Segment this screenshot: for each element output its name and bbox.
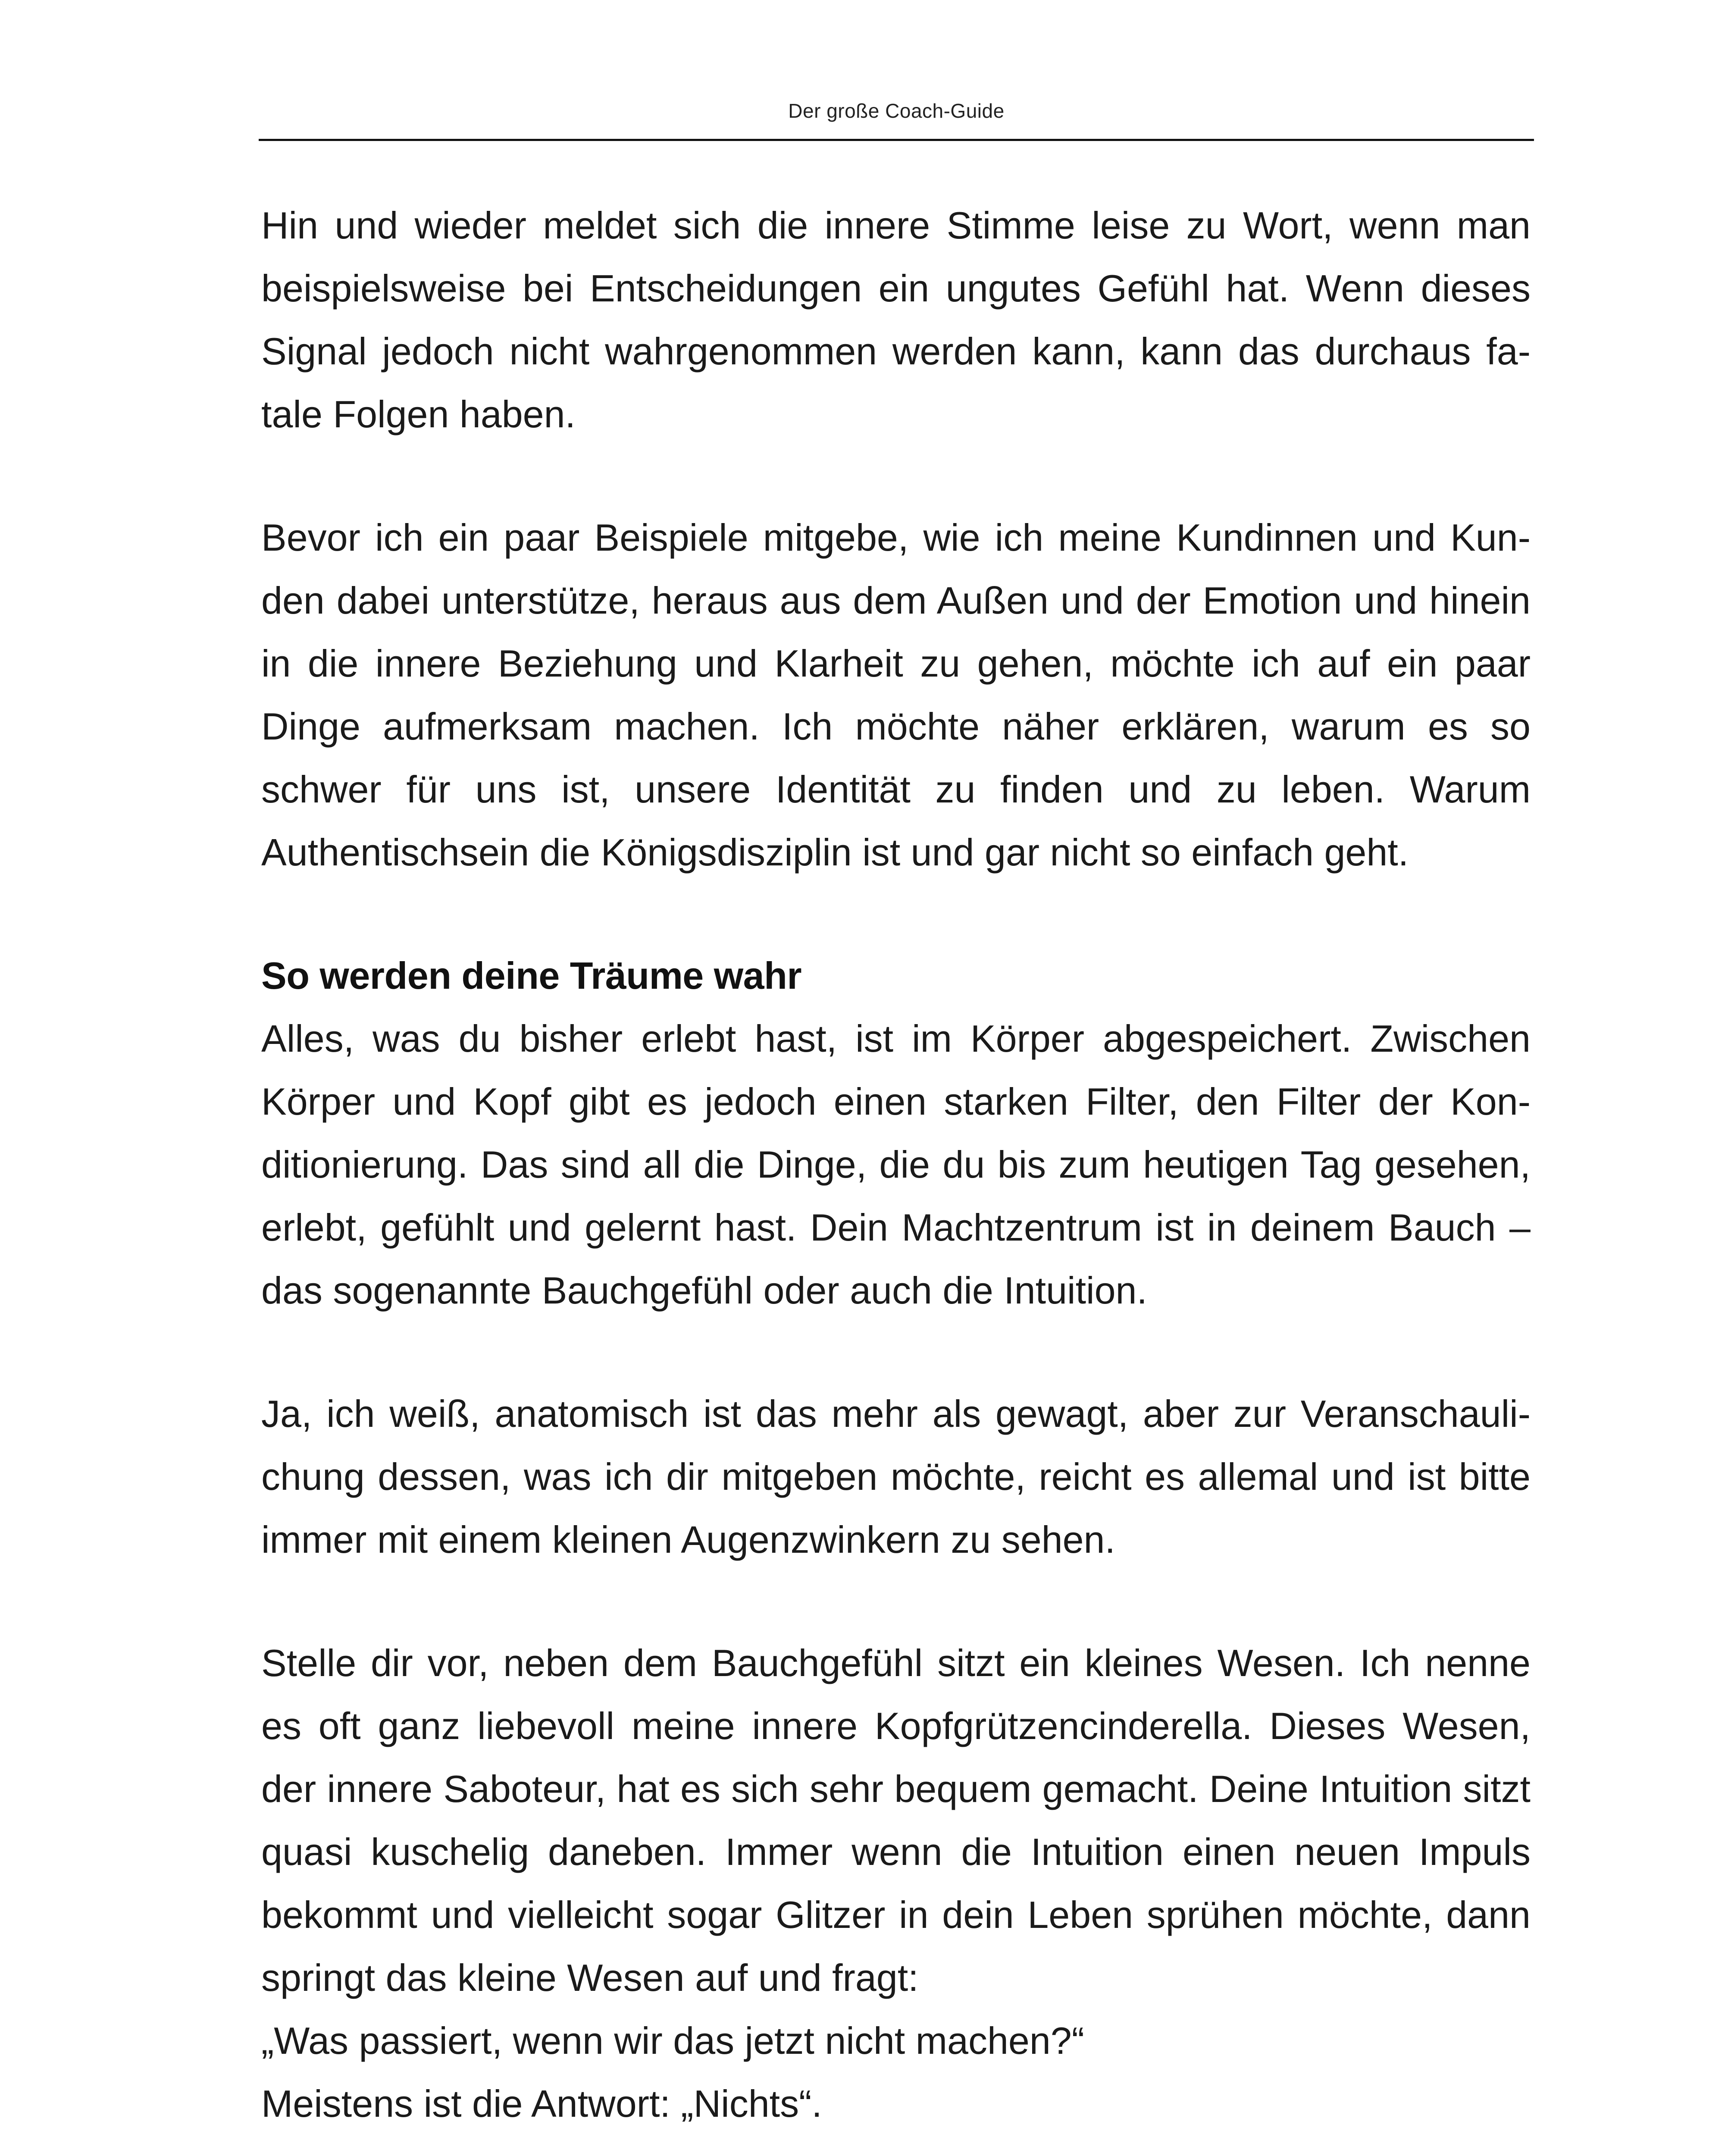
running-header: Der große Coach-Guide <box>788 100 1005 122</box>
quote-question: „Was passiert, wenn wir das jetzt nicht machen?“ <box>261 2019 1085 2062</box>
paragraph-examples-intro: Bevor ich ein paar Beispiele mitgebe, wie ich meine Kundinnen und Kunden dabei unterstütze, heraus aus dem Außen und der Emotion und hinein in die innere Beziehung und Klarheit zu gehen, möchte ich auf ein paar Dinge aufmerksam machen. Ich möchte näher erklären, warum es so schwer für uns ist, unsere Identität zu finden und zu leben. Warum Authentischsein die Königsdisziplin ist und gar nicht so einfach geht. <box>261 516 1531 874</box>
header-divider <box>259 139 1534 141</box>
section-heading: So werden deine Träume wahr <box>261 954 802 997</box>
quote-answer: Meistens ist die Antwort: „Nichts“. <box>261 2082 822 2125</box>
paragraph-anatomy-note: Ja, ich weiß, anatomisch ist das mehr als gewagt, aber zur Veranschaulichung dessen, was ich dir mitgeben möchte, reicht es allemal und ist bitte immer mit einem kleinen Augenzwinkern zu sehen. <box>261 1392 1531 1561</box>
paragraph-body-memory: Alles, was du bisher erlebt hast, ist im Körper abgespeichert. Zwischen Körper und Kopf gibt es jedoch einen starken Filter, den Filter der Konditionierung. Das sind all die Dinge, die du bis zum heutigen Tag gesehen, erlebt, gefühlt und gelernt hast. Dein Machtzentrum ist in deinem Bauch – das sogenannte Bauchgefühl oder auch die Intuition. <box>261 1017 1531 1312</box>
paragraph-inner-voice: Hin und wieder meldet sich die innere Stimme leise zu Wort, wenn man beispielsweise bei Entscheidungen ein ungutes Gefühl hat. Wenn dieses Signal jedoch nicht wahrgenommen werden kann, kann das durchaus fatale Folgen haben. <box>261 204 1531 436</box>
paragraph-inner-saboteur: Stelle dir vor, neben dem Bauchgefühl sitzt ein kleines Wesen. Ich nenne es oft ganz liebevoll meine innere Kopfgrützencinderella. Dieses Wesen, der innere Saboteur, hat es sich sehr bequem gemacht. Deine Intuition sitzt quasi kuschelig daneben. Immer wenn die Intuition einen neuen Impuls bekommt und vielleicht sogar Glitzer in dein Leben sprühen möchte, dann springt das kleine Wesen auf und fragt: <box>261 1642 1531 1999</box>
body-text <box>261 194 1531 2135</box>
